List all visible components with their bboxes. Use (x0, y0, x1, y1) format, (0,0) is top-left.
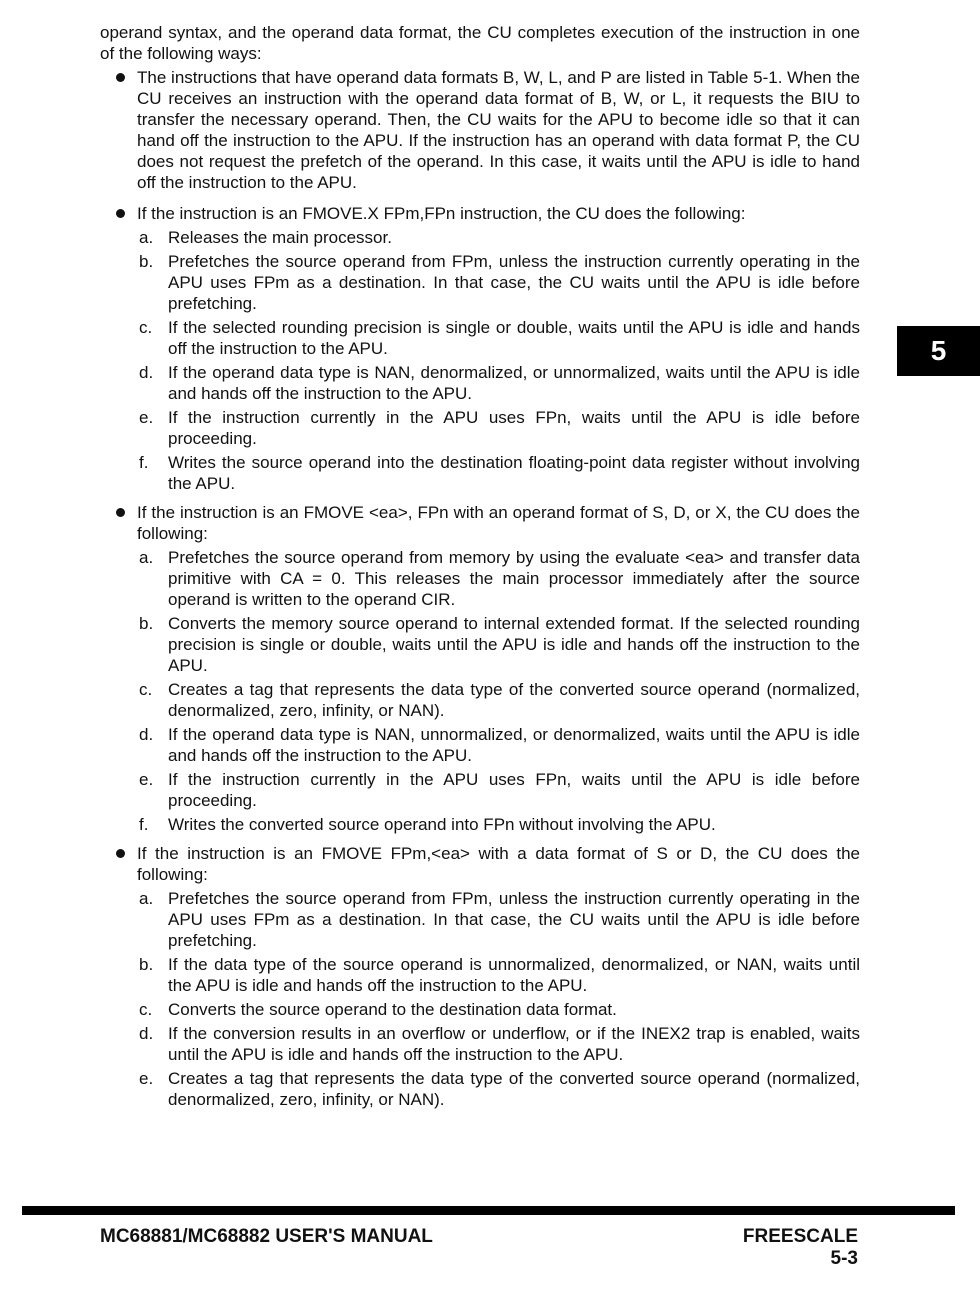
bullet-text: If the instruction is an FMOVE.X FPm,FPn instruction, the CU does the following: (137, 204, 746, 223)
list-item (100, 362, 860, 404)
list-item (100, 613, 860, 676)
item-text: If the data type of the source operand is unnormalized, denormalized, or NAN, waits until the APU is idle and hands off the instruction to the APU. (168, 955, 860, 995)
footer-publisher: FREESCALE (742, 1226, 858, 1247)
footer-title: MC68881/MC68882 USER'S MANUAL (100, 1226, 433, 1247)
list-item (100, 999, 860, 1020)
list-item (100, 814, 860, 835)
item-text: Releases the main processor. (168, 228, 392, 247)
item-text: Prefetches the source operand from FPm, unless the instruction currently operating in the APU uses FPm as a destination. In that case, the CU waits until the APU is idle before prefetching. (168, 889, 860, 950)
item-text: Converts the source operand to the destination data format. (168, 1000, 617, 1019)
item-text: Writes the converted source operand into FPn without involving the APU. (168, 815, 716, 834)
item-text: If the operand data type is NAN, denormalized, or unnormalized, waits until the APU is idle and hands off the instruction to the APU. (168, 363, 860, 403)
list-item (100, 251, 860, 314)
list-item (100, 407, 860, 449)
item-letter: e. (139, 408, 154, 427)
bullet-item (100, 67, 860, 193)
document-body (100, 22, 860, 1113)
bullet-text: If the instruction is an FMOVE FPm,<ea> with a data format of S or D, the CU does the following: (137, 844, 860, 884)
sublist (100, 547, 860, 835)
item-letter: e. (139, 770, 154, 789)
item-text: If the instruction currently in the APU uses FPn, waits until the APU is idle before proceeding. (168, 770, 860, 810)
list-item (100, 547, 860, 610)
list-item (100, 679, 860, 721)
item-letter: d. (139, 363, 154, 382)
footer-right-block (743, 1226, 858, 1270)
item-letter: a. (139, 548, 154, 567)
section-tab: 5 (897, 326, 980, 376)
bullet-text: If the instruction is an FMOVE <ea>, FPn with an operand format of S, D, or X, the CU does the following: (137, 503, 860, 543)
sublist (100, 227, 860, 494)
list-item (100, 724, 860, 766)
bullet-item (100, 843, 860, 885)
item-text: Prefetches the source operand from memory by using the evaluate <ea> and transfer data primitive with CA = 0. This releases the main processor immediately after the source operand is written to the operand CIR. (168, 548, 860, 609)
list-item (100, 769, 860, 811)
item-text: Writes the source operand into the destination floating-point data register without involving the APU. (168, 453, 860, 493)
bullet-dot-icon (116, 73, 125, 82)
item-letter: c. (139, 680, 153, 699)
sublist (100, 888, 860, 1110)
item-letter: c. (139, 1000, 153, 1019)
item-letter: b. (139, 614, 154, 633)
bullet-text: The instructions that have operand data formats B, W, L, and P are listed in Table 5-1. When the CU receives an instruction with the operand data format of B, W, or L, it requests the BIU to transfer the necessary operand. Then, the CU waits for the APU to become idle so that it can hand off the instruction to the APU. If the instruction has an operand with data format P, the CU does not request the prefetch of the operand. In this case, it waits until the APU is idle to hand off the instruction to the APU. (137, 68, 860, 192)
item-letter: d. (139, 725, 154, 744)
bullet-item (100, 203, 860, 224)
list-item (100, 317, 860, 359)
item-letter: c. (139, 318, 153, 337)
item-text: Creates a tag that represents the data type of the converted source operand (normalized, denormalized, zero, infinity, or NAN). (168, 680, 860, 720)
item-letter: b. (139, 955, 154, 974)
item-text: If the conversion results in an overflow or underflow, or if the INEX2 trap is enabled, waits until the APU is idle and hands off the instruction to the APU. (168, 1024, 860, 1064)
item-letter: d. (139, 1024, 154, 1043)
item-letter: b. (139, 252, 154, 271)
bullet-dot-icon (116, 849, 125, 858)
bullet-dot-icon (116, 508, 125, 517)
item-text: If the operand data type is NAN, unnormalized, or denormalized, waits until the APU is idle and hands off the instruction to the APU. (168, 725, 860, 765)
item-letter: f. (139, 453, 149, 472)
list-item (100, 1068, 860, 1110)
list-item (100, 227, 860, 248)
item-letter: f. (139, 815, 149, 834)
intro-paragraph: operand syntax, and the operand data format, the CU completes execution of the instruction in one of the following ways: (100, 23, 860, 63)
item-letter: a. (139, 228, 154, 247)
item-text: Prefetches the source operand from FPm, unless the instruction currently operating in the APU uses FPm as a destination. In that case, the CU waits until the APU is idle before prefetching. (168, 252, 860, 313)
list-item (100, 888, 860, 951)
item-letter: a. (139, 889, 154, 908)
item-text: If the selected rounding precision is single or double, waits until the APU is idle and hands off the instruction to the APU. (168, 318, 860, 358)
list-item (100, 452, 860, 494)
item-text: Creates a tag that represents the data type of the converted source operand (normalized, denormalized, zero, infinity, or NAN). (168, 1069, 860, 1109)
list-item (100, 954, 860, 996)
item-text: Converts the memory source operand to internal extended format. If the selected rounding precision is single or double, waits until the APU is idle and hands off the instruction to the APU. (168, 614, 860, 675)
page-number: 5-3 (830, 1248, 858, 1269)
list-item (100, 1023, 860, 1065)
footer-divider (22, 1206, 955, 1215)
item-letter: e. (139, 1069, 154, 1088)
bullet-item (100, 502, 860, 544)
bullet-dot-icon (116, 209, 125, 218)
item-text: If the instruction currently in the APU uses FPn, waits until the APU is idle before proceeding. (168, 408, 860, 448)
